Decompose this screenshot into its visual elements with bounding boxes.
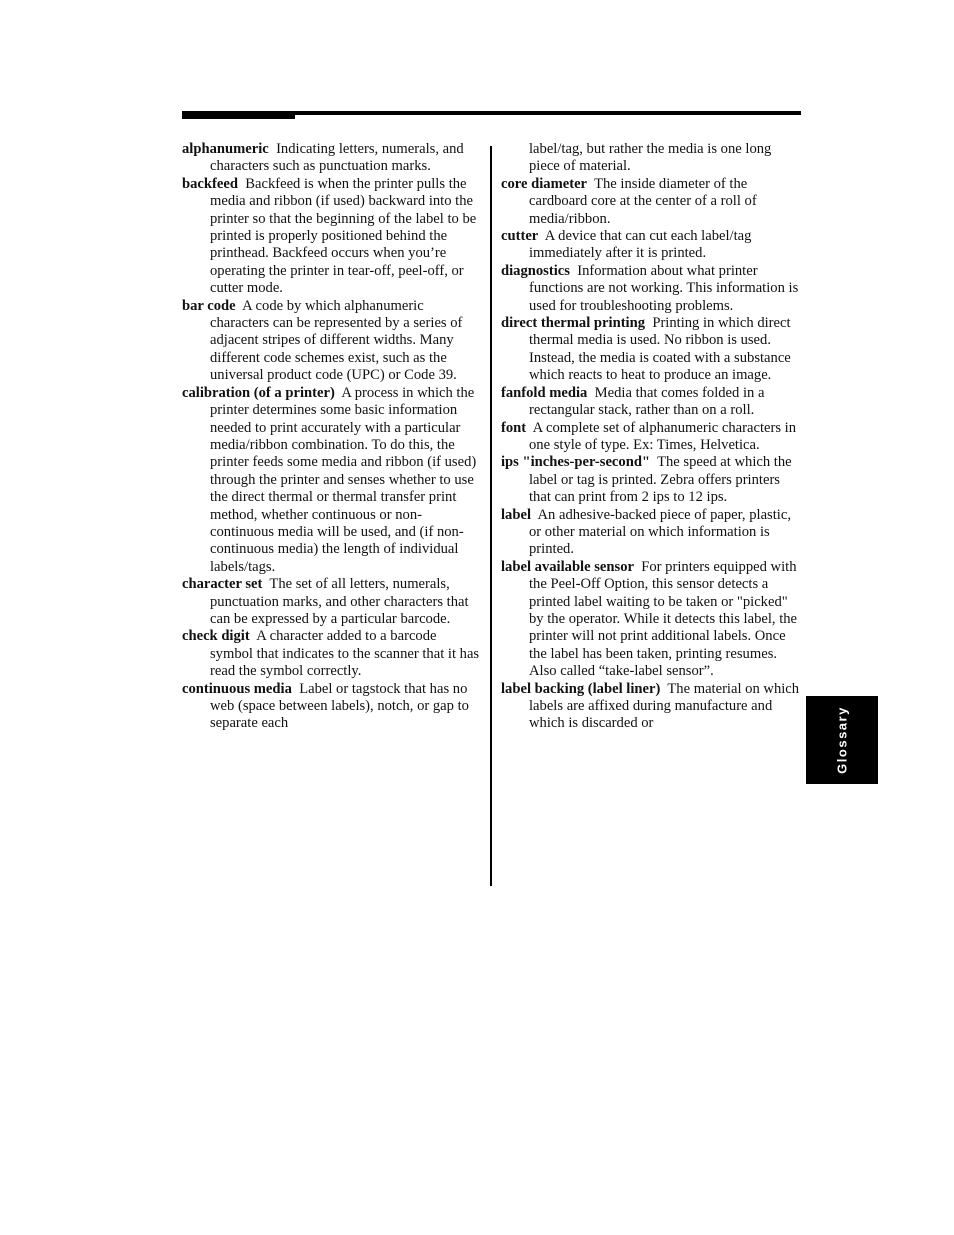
glossary-entry: [501, 385, 801, 420]
glossary-term: diagnostics: [501, 262, 570, 279]
glossary-term: ips "inches-per-second": [501, 454, 651, 471]
glossary-term: backfeed: [182, 175, 238, 192]
glossary-entry: [182, 628, 482, 680]
glossary-entry: [182, 298, 482, 385]
glossary-entry: [501, 507, 801, 559]
glossary-definition: Indicating letters, numerals, and characters such as punctuation marks.: [210, 141, 464, 175]
glossary-definition: A device that can cut each label/tag immediately after it is printed.: [529, 228, 752, 262]
glossary-definition: Information about what printer functions are not working. This information is used for troubleshooting problems.: [529, 262, 799, 314]
glossary-column-left: [182, 141, 482, 733]
glossary-entry: [501, 420, 801, 455]
glossary-definition: Media that comes folded in a rectangular stack, rather than on a roll.: [529, 384, 765, 419]
glossary-entry: [182, 176, 482, 298]
glossary-term: label: [501, 506, 531, 523]
glossary-term: check digit: [182, 628, 250, 645]
glossary-definition: The material on which labels are affixed during manufacture and which is discarded or: [529, 680, 800, 732]
glossary-entry: [501, 176, 801, 228]
glossary-term: label available sensor: [501, 558, 634, 575]
glossary-term: alphanumeric: [182, 141, 269, 157]
glossary-term: continuous media: [182, 680, 292, 697]
glossary-term: bar code: [182, 297, 236, 314]
glossary-definition: Label or tagstock that has no web (space between labels), notch, or gap to separate each: [210, 680, 469, 732]
glossary-definition: A complete set of alphanumeric characters in one style of type. Ex: Times, Helvetica.: [529, 419, 797, 453]
glossary-entry: [182, 681, 482, 733]
glossary-entry: [501, 228, 801, 263]
section-tab: [806, 696, 878, 784]
glossary-term: direct thermal printing: [501, 315, 646, 332]
column-divider: [490, 146, 492, 886]
glossary-entry: [182, 576, 482, 628]
glossary-entry: [501, 559, 801, 681]
header-rule-accent: [182, 111, 295, 119]
glossary-column-right: [501, 141, 801, 733]
glossary-term: calibration (of a printer): [182, 384, 335, 401]
glossary-definition: A process in which the printer determines some basic information needed to print accurately with a particular media/ribbon combination. To do this, the printer feeds some media and ribbon (if used) through the printer and senses whether to use the direct thermal or thermal transfer print method, whether continuous or non-continuous media will be used, and (if non-continuous media) the length of individual labels/tags.: [210, 384, 477, 575]
glossary-entry: [501, 263, 801, 315]
glossary-definition: A code by which alphanumeric characters can be represented by a series of adjacent stripes of different widths. Many different code schemes exist, such as the universal product code (UPC) or Code 39.: [210, 297, 463, 384]
glossary-entry: [501, 315, 801, 385]
glossary-entry: [501, 681, 801, 733]
glossary-term: label backing (label liner): [501, 680, 661, 697]
glossary-term: core diameter: [501, 175, 588, 192]
section-tab-label: Glossary: [834, 706, 850, 774]
glossary-term: character set: [182, 576, 263, 593]
glossary-continuation: label/tag, but rather the media is one long piece of material.: [529, 141, 772, 175]
glossary-term: cutter: [501, 228, 539, 245]
glossary-entry: [501, 454, 801, 506]
glossary-definition: An adhesive-backed piece of paper, plastic, or other material on which information is printed.: [529, 506, 791, 558]
glossary-entry: [182, 385, 482, 576]
glossary-entry: [182, 141, 482, 176]
glossary-definition: The set of all letters, numerals, punctuation marks, and other characters that can be expressed by a particular barcode.: [210, 576, 469, 627]
glossary-definition: Printing in which direct thermal media is used. No ribbon is used. Instead, the media is coated with a substance which reacts to heat to produce an image.: [529, 315, 791, 384]
glossary-term: font: [501, 419, 527, 436]
glossary-term: fanfold media: [501, 384, 588, 401]
glossary-definition: Backfeed is when the printer pulls the media and ribbon (if used) backward into the printer so that the beginning of the label to be printed is properly positioned behind the printhead. Backfeed occurs when you’re operating the printer in tear-off, peel-off, or cutter mode.: [210, 175, 477, 297]
glossary-definition: For printers equipped with the Peel-Off Option, this sensor detects a printed label waiting to be taken or "picked" by the operator. While it detects this label, the printer will not print additional labels. Once the label has been taken, printing resumes. Also called “take-label sensor”.: [529, 558, 798, 680]
glossary-definition: A character added to a barcode symbol that indicates to the scanner that it has read the symbol correctly.: [210, 628, 480, 680]
glossary-definition: The inside diameter of the cardboard core at the center of a roll of media/ribbon.: [529, 175, 757, 227]
glossary-definition: The speed at which the label or tag is printed. Zebra offers printers that can print from 2 ips to 12 ips.: [529, 454, 792, 506]
